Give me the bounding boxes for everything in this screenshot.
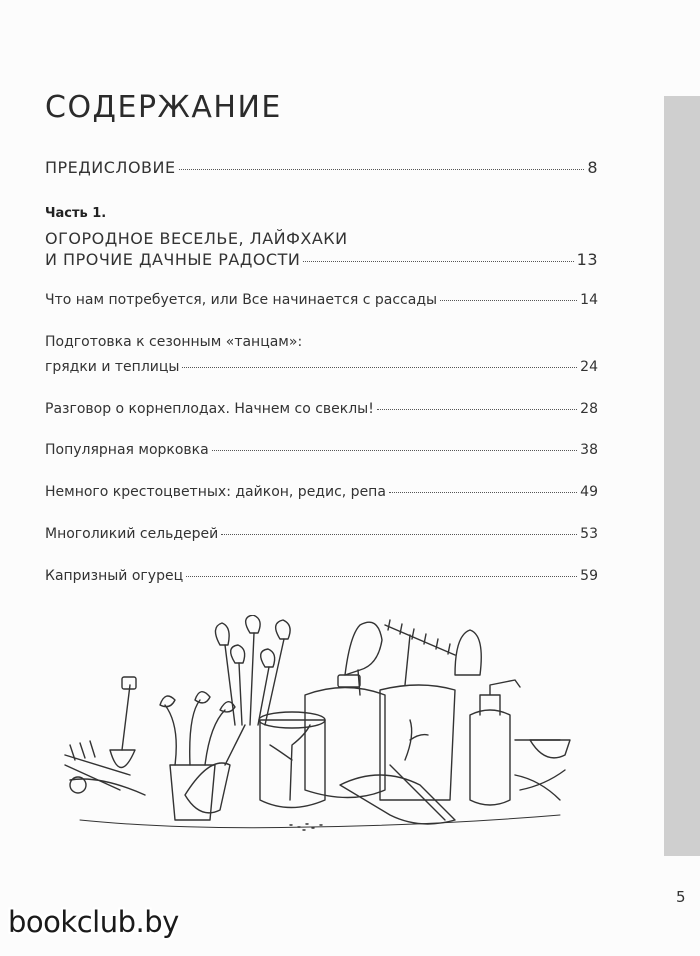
toc-entry-page: 13 (576, 250, 598, 269)
toc-leader-dots (303, 261, 573, 262)
toc-entry-page: 49 (580, 484, 598, 500)
toc-entry-page: 53 (580, 526, 598, 542)
toc-entry-page: 14 (580, 292, 598, 308)
toc-entry-page: 24 (580, 359, 598, 375)
toc-entry-label: Разговор о корнеплодах. Начнем со свеклы! (45, 401, 374, 417)
toc-entry-label: Капризный огурец (45, 568, 184, 584)
toc-entry-label: Популярная морковка (45, 442, 209, 458)
toc-entry-label: Что нам потребуется, или Все начинается с рассады (45, 292, 438, 308)
toc-leader-dots (186, 576, 577, 577)
toc-entry (45, 568, 598, 584)
page-number: 5 (676, 888, 686, 906)
toc-leader-dots (377, 409, 577, 410)
toc-entry-page: 8 (587, 158, 598, 177)
contents-heading: СОДЕРЖАНИЕ (45, 90, 282, 125)
part-title-line-1: ОГОРОДНОЕ ВЕСЕЛЬЕ, ЛАЙФХАКИ (45, 229, 348, 248)
toc-leader-dots (182, 367, 577, 368)
toc-entry (45, 401, 598, 417)
toc-entry-label: Подготовка к сезонным «танцам»: (45, 334, 303, 350)
toc-entry (45, 484, 598, 500)
toc-leader-dots (440, 300, 577, 301)
toc-leader-dots (212, 450, 577, 451)
toc-leader-dots (179, 169, 585, 170)
garden-tools-illustration (60, 615, 590, 845)
toc-entry (45, 526, 598, 542)
toc-entry-page: 28 (580, 401, 598, 417)
toc-entry-label: ПРЕДИСЛОВИЕ (45, 158, 176, 177)
page-edge-bar (664, 96, 700, 856)
toc-entry-page: 59 (580, 568, 598, 584)
toc-entry (45, 442, 598, 458)
toc-entry-label: Многоликий сельдерей (45, 526, 219, 542)
toc-leader-dots (389, 492, 577, 493)
toc-entry-label: Немного крестоцветных: дайкон, редис, репа (45, 484, 386, 500)
toc-entry-line-1 (45, 334, 598, 350)
toc-entry-part-1 (45, 250, 598, 269)
part-label: Часть 1. (45, 206, 107, 221)
watermark-text: bookclub.by (8, 905, 179, 939)
toc-entry (45, 292, 598, 308)
toc-entry-label: И ПРОЧИЕ ДАЧНЫЕ РАДОСТИ (45, 250, 301, 269)
toc-entry-preface (45, 158, 598, 177)
toc-leader-dots (221, 534, 577, 535)
toc-entry-label: грядки и теплицы (45, 359, 180, 375)
toc-entry (45, 359, 598, 375)
toc-entry-page: 38 (580, 442, 598, 458)
